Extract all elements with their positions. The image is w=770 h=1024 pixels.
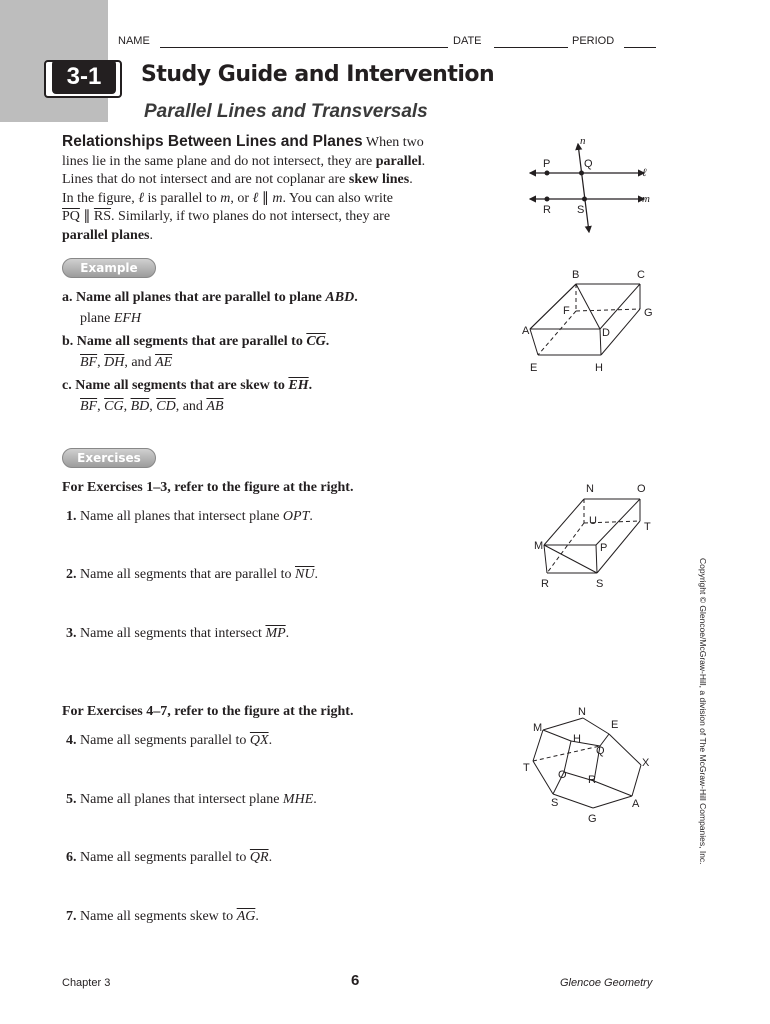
example-question-b: b. Name all segments that are parallel to $\overline{CG}$.	[62, 334, 330, 349]
example-question-c: c. Name all segments that are skew to $\overline{EH}$.	[62, 378, 313, 393]
period-label: PERIOD	[572, 35, 615, 47]
prism-abcdefgh-figure	[518, 264, 668, 374]
label-e: E	[611, 719, 619, 731]
prism-mnoprstu-figure	[530, 478, 660, 590]
label-l: ℓ	[642, 167, 647, 179]
label-t: T	[523, 762, 530, 774]
label-b: B	[572, 269, 580, 281]
intro-line: Lines that do not intersect and are not coplanar are skew lines.	[62, 172, 413, 187]
label-n: N	[586, 483, 594, 495]
label-n: N	[578, 706, 586, 718]
copyright-notice: Copyright © Glencoe/McGraw-Hill, a division of The McGraw-Hill Companies, Inc.	[698, 558, 708, 865]
label-p: P	[600, 542, 608, 554]
label-m: M	[534, 540, 544, 552]
example-answer-a: plane EFH	[80, 311, 142, 326]
example-label: Example	[62, 258, 156, 278]
page-subtitle: Parallel Lines and Transversals	[144, 101, 428, 122]
label-s: S	[596, 578, 604, 590]
label-o: O	[558, 769, 567, 781]
label-p: P	[543, 158, 551, 170]
label-s: S	[577, 204, 585, 216]
page-number: 6	[351, 972, 360, 989]
name-line	[160, 47, 448, 48]
label-x: X	[642, 757, 650, 769]
label-g: G	[588, 813, 597, 825]
point-q	[579, 171, 584, 176]
label-q: Q	[596, 745, 605, 757]
label-t: T	[644, 521, 651, 533]
date-line	[494, 47, 568, 48]
exercises-label: Exercises	[62, 448, 156, 468]
label-a: A	[632, 798, 640, 810]
exercise-7: 7. Name all segments skew to $\overline{AG}$.	[66, 909, 259, 924]
label-r: R	[588, 774, 596, 786]
hexagonal-prism-figure	[512, 704, 662, 828]
footer-book-title: Glencoe Geometry	[560, 977, 653, 989]
label-o: O	[637, 483, 646, 495]
footer-chapter: Chapter 3	[62, 977, 111, 989]
label-f: F	[563, 305, 570, 317]
label-g: G	[644, 307, 653, 319]
label-h: H	[595, 362, 603, 374]
point-s	[582, 197, 587, 202]
exercise-1: 1. Name all planes that intersect plane OPT.	[66, 509, 313, 524]
exercise-5: 5. Name all planes that intersect plane MHE.	[66, 792, 317, 807]
date-label: DATE	[453, 35, 482, 47]
label-r: R	[541, 578, 549, 590]
label-m: M	[533, 722, 543, 734]
example-question-a: a. Name all planes that are parallel to plane ABD.	[62, 290, 358, 305]
section-intro	[62, 133, 502, 245]
intro-line: lines lie in the same plane and do not intersect, they are parallel.	[62, 153, 426, 169]
label-c: C	[637, 269, 645, 281]
label-r: R	[543, 204, 551, 216]
example-answer-c: $\overline{BF}$, $\overline{CG}$, $\overline{BD}$, $\overline{CD}$, and $\overline{AB}$	[80, 399, 224, 414]
label-d: D	[602, 327, 610, 339]
lesson-number: 3-1	[52, 60, 116, 94]
intro-text: When two	[365, 135, 424, 150]
label-q: Q	[584, 158, 593, 170]
label-u: U	[589, 515, 597, 527]
label-a: A	[522, 325, 530, 337]
exercise-6: 6. Name all segments parallel to $\overline{QR}$.	[66, 850, 273, 865]
label-n: n	[580, 135, 586, 147]
intro-line: $\overline{PQ}$ ∥ $\overline{RS}$. Similarly, if two planes do not intersect, they are	[62, 209, 391, 224]
label-m: m	[642, 193, 650, 205]
parallel-lines-figure	[522, 132, 672, 244]
label-s: S	[551, 797, 559, 809]
label-h: H	[573, 733, 581, 745]
exercise-group-2-instructions: For Exercises 4–7, refer to the figure at the right.	[62, 704, 354, 719]
period-line	[624, 47, 656, 48]
exercise-4: 4. Name all segments parallel to $\overline{QX}$.	[66, 733, 273, 748]
exercise-2: 2. Name all segments that are parallel to $\overline{NU}$.	[66, 567, 318, 582]
name-label: NAME	[118, 35, 150, 47]
exercise-group-1-instructions: For Exercises 1–3, refer to the figure at the right.	[62, 480, 354, 495]
intro-line: parallel planes.	[62, 227, 154, 243]
point-p	[545, 171, 550, 176]
example-content	[62, 289, 482, 416]
page-title: Study Guide and Intervention	[141, 62, 495, 87]
section-heading: Relationships Between Lines and Planes	[62, 133, 363, 150]
label-e: E	[530, 362, 538, 374]
exercise-3: 3. Name all segments that intersect $\overline{MP}$.	[66, 626, 290, 641]
point-r	[545, 197, 550, 202]
intro-line: In the figure, ℓ is parallel to m, or ℓ ∥ m. You can also write	[62, 190, 393, 206]
example-answer-b: $\overline{BF}$, $\overline{DH}$, and $\overline{AE}$	[80, 355, 173, 370]
